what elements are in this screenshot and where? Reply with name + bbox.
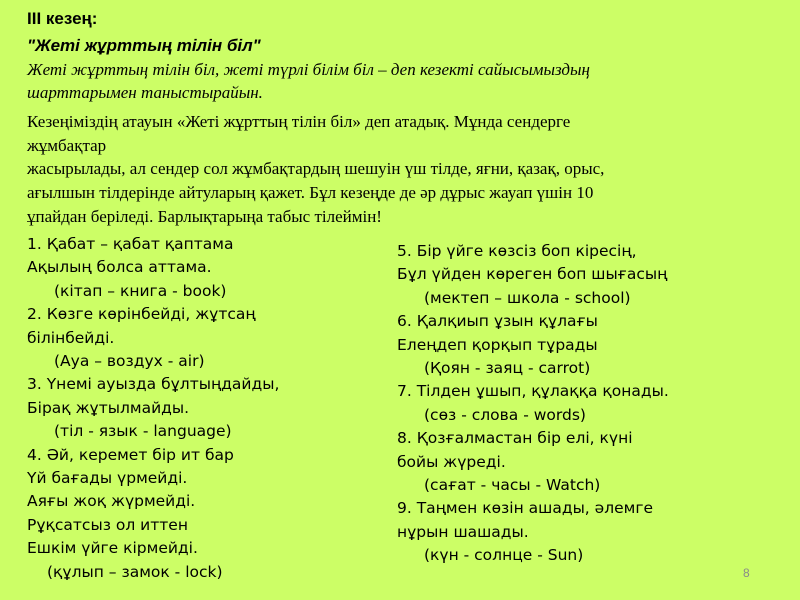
riddle-line: Үй бағады үрмейді. (27, 469, 188, 488)
riddle-line: бойы жүреді. (397, 452, 506, 471)
riddle-answer: (сағат - часы - Watch) (424, 476, 601, 495)
description-line: ағылшын тілдерінде айтуларың қажет. Бұл кезеңде де әр дұрыс жауап үшін 10 (27, 183, 594, 203)
riddle-line: 1. Қабат – қабат қаптама (27, 235, 234, 253)
riddle-answer: (сөз - слова - words) (424, 405, 586, 424)
riddle-line: 7. Тілден ұшып, құлаққа қонады. (397, 382, 669, 401)
riddle-answer: (күн - солнце - Sun) (424, 546, 584, 565)
riddle-answer: (мектеп – школа - school) (424, 288, 631, 307)
riddle-line: Ешкім үйге кірмейді. (27, 539, 198, 558)
stage-title: III кезең: (27, 9, 98, 28)
description-line: жасырылады, ал сендер сол жұмбақтардың шешуін үш тілде, яғни, қазақ, орыс, (27, 159, 605, 179)
riddle-line: 9. Таңмен көзін ашады, әлемге (397, 499, 654, 518)
riddle-answer: (Ауа – воздух - air) (54, 352, 205, 371)
description-text (27, 110, 727, 229)
game-title: "Жеті жұрттың тілін біл" (27, 36, 261, 55)
description-line: жұмбақтар (27, 135, 107, 155)
page-number: 8 (743, 566, 750, 580)
riddle-line: Бірақ жұтылмайды. (27, 398, 190, 417)
riddle-line: 5. Бір үйге көзсіз боп кіресің, (397, 242, 637, 260)
riddle-line: 3. Үнемі ауызда бұлтыңдайды, (27, 375, 280, 394)
riddle-answer: (құлып – замок - lock) (47, 562, 223, 581)
intro-line: шарттарымен таныстырайын. (27, 83, 263, 102)
riddle-answer: (Қоян - заяц - carrot) (424, 359, 591, 378)
riddles-right-column (397, 240, 669, 568)
riddle-line: Бұл үйден көреген боп шығасың (397, 265, 668, 284)
description-line: Кезеңіміздің атауын «Жеті жұрттың тілін біл» деп атадық. Мұнда сендерге (27, 112, 571, 131)
riddle-line: Рұқсатсыз ол иттен (27, 515, 188, 534)
riddle-line: 6. Қалқиып ұзын құлағы (397, 312, 598, 331)
riddle-answer: (тіл - язык - language) (54, 422, 232, 441)
riddle-line: нұрын шашады. (397, 522, 529, 541)
riddle-line: 8. Қозғалмастан бір елі, күні (397, 429, 633, 448)
riddle-line: білінбейді. (27, 328, 115, 347)
intro-text (27, 58, 727, 104)
riddle-line: Аяғы жоқ жүрмейді. (27, 492, 196, 511)
intro-line: Жеті жұрттың тілін біл, жеті түрлі білім біл – деп кезекті сайысымыздың (27, 60, 590, 79)
riddle-line: 2. Көзге көрінбейді, жұтсаң (27, 305, 256, 324)
riddle-line: Ақылың болса аттама. (27, 258, 212, 277)
riddle-answer: (кітап – книга - book) (54, 281, 227, 300)
riddle-line: Елеңдеп қорқып тұрады (397, 335, 598, 354)
riddle-line: 4. Әй, керемет бір ит бар (27, 445, 234, 464)
riddles-left-column (27, 233, 279, 584)
description-line: ұпайдан беріледі. Барлықтарыңа табыс тілеймін! (27, 206, 382, 226)
